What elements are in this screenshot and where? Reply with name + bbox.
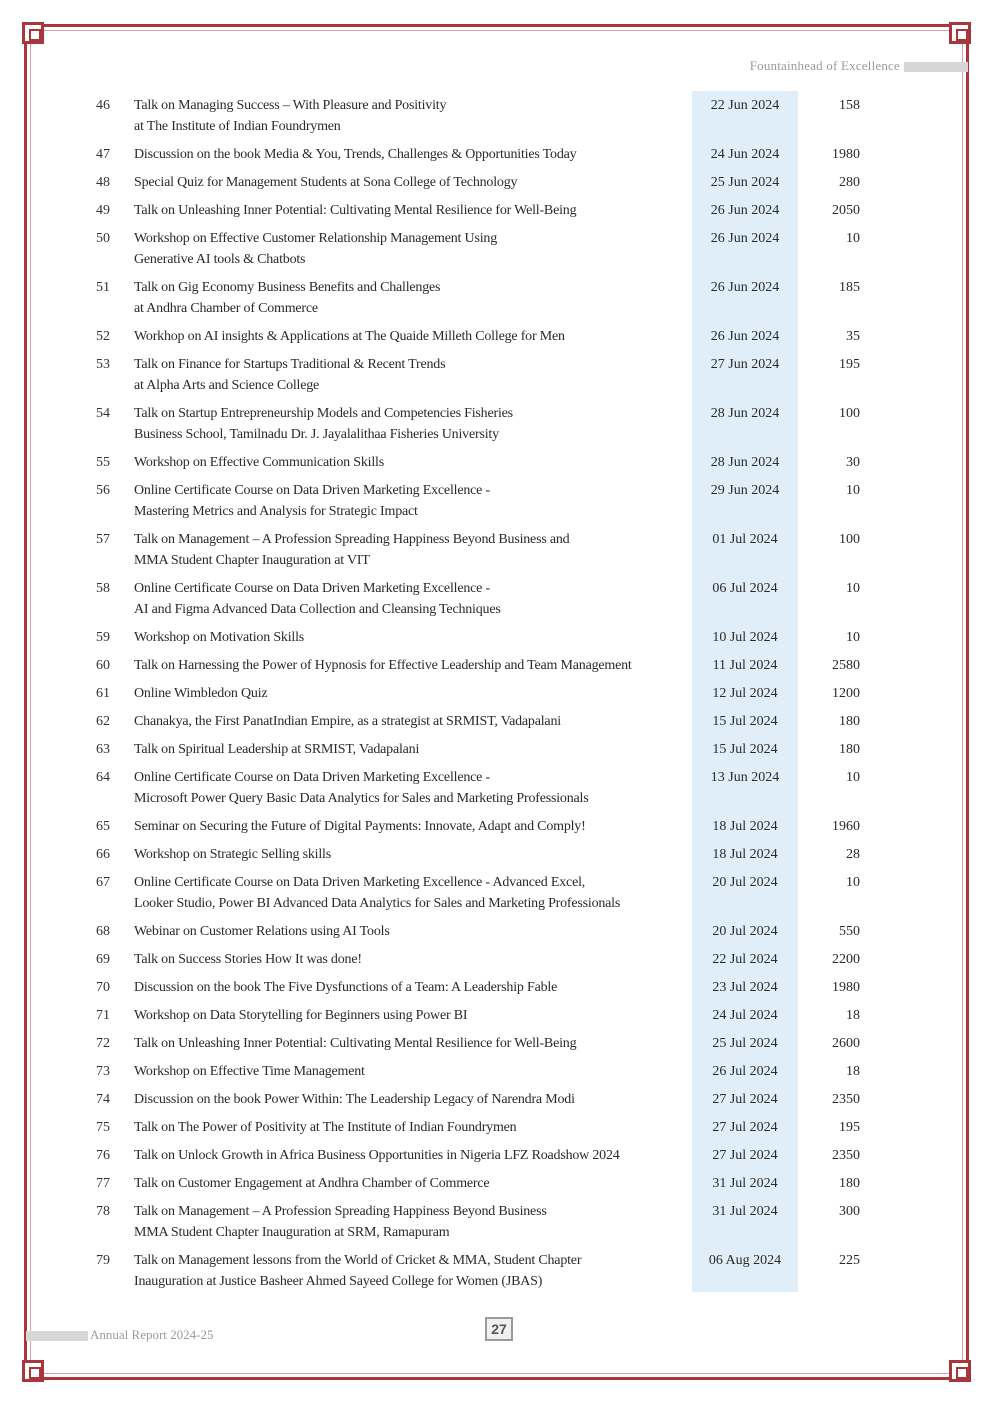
event-title-line: Workhop on AI insights & Applications at The Quaide Milleth College for Men bbox=[134, 329, 565, 344]
event-date: 15 Jul 2024 bbox=[712, 714, 778, 729]
table-row bbox=[0, 679, 993, 707]
event-date: 06 Jul 2024 bbox=[712, 581, 778, 596]
table-row bbox=[0, 322, 993, 350]
row-number: 57 bbox=[96, 532, 110, 547]
event-title bbox=[134, 767, 692, 809]
table-row bbox=[0, 1001, 993, 1029]
event-title-line: Talk on Managing Success – With Pleasure and Positivity bbox=[134, 98, 447, 113]
event-title-line: Talk on Spiritual Leadership at SRMIST, Vadapalani bbox=[134, 742, 420, 757]
event-title bbox=[134, 949, 692, 970]
table-row bbox=[0, 1197, 993, 1246]
event-date: 26 Jun 2024 bbox=[710, 203, 780, 218]
event-date: 15 Jul 2024 bbox=[712, 742, 778, 757]
row-number: 72 bbox=[96, 1036, 110, 1051]
corner-ornament-icon bbox=[949, 1360, 971, 1382]
participant-count: 550 bbox=[839, 924, 860, 939]
participant-count: 2580 bbox=[832, 658, 860, 673]
event-title bbox=[134, 144, 692, 165]
corner-ornament-icon bbox=[949, 22, 971, 44]
event-title-line: at Andhra Chamber of Commerce bbox=[134, 301, 318, 316]
event-title bbox=[134, 228, 692, 270]
participant-count: 30 bbox=[846, 455, 860, 470]
participant-count: 10 bbox=[846, 231, 860, 246]
event-title bbox=[134, 200, 692, 221]
table-row bbox=[0, 476, 993, 525]
row-number: 50 bbox=[96, 231, 110, 246]
event-title-line: Talk on Unleashing Inner Potential: Cultivating Mental Resilience for Well-Being bbox=[134, 203, 577, 218]
table-row bbox=[0, 91, 993, 140]
table-row bbox=[0, 350, 993, 399]
table-row bbox=[0, 196, 993, 224]
row-number: 54 bbox=[96, 406, 110, 421]
event-title-line: Workshop on Strategic Selling skills bbox=[134, 847, 331, 862]
row-number: 67 bbox=[96, 875, 110, 890]
event-title-line: Talk on Startup Entrepreneurship Models and Competencies Fisheries bbox=[134, 406, 513, 421]
row-number: 47 bbox=[96, 147, 110, 162]
row-number: 64 bbox=[96, 770, 110, 785]
event-title bbox=[134, 1250, 692, 1292]
participant-count: 100 bbox=[839, 532, 860, 547]
event-title bbox=[134, 403, 692, 445]
event-date: 27 Jul 2024 bbox=[712, 1120, 778, 1135]
row-number: 63 bbox=[96, 742, 110, 757]
event-title-line: Chanakya, the First PanatIndian Empire, as a strategist at SRMIST, Vadapalani bbox=[134, 714, 561, 729]
participant-count: 300 bbox=[839, 1204, 860, 1219]
participant-count: 10 bbox=[846, 581, 860, 596]
event-date: 25 Jul 2024 bbox=[712, 1036, 778, 1051]
event-date: 27 Jun 2024 bbox=[710, 357, 780, 372]
participant-count: 35 bbox=[846, 329, 860, 344]
table-row bbox=[0, 273, 993, 322]
event-title bbox=[134, 739, 692, 760]
row-number: 77 bbox=[96, 1176, 110, 1191]
row-number: 62 bbox=[96, 714, 110, 729]
participant-count: 10 bbox=[846, 875, 860, 890]
table-row bbox=[0, 574, 993, 623]
event-title-line: Seminar on Securing the Future of Digital Payments: Innovate, Adapt and Comply! bbox=[134, 819, 586, 834]
event-title bbox=[134, 172, 692, 193]
event-date: 26 Jun 2024 bbox=[710, 329, 780, 344]
participant-count: 195 bbox=[839, 1120, 860, 1135]
table-row bbox=[0, 973, 993, 1001]
row-number: 73 bbox=[96, 1064, 110, 1079]
event-title bbox=[134, 1201, 692, 1243]
row-number: 49 bbox=[96, 203, 110, 218]
row-number: 79 bbox=[96, 1253, 110, 1268]
event-title bbox=[134, 529, 692, 571]
table-row bbox=[0, 448, 993, 476]
table-row bbox=[0, 525, 993, 574]
event-date: 10 Jul 2024 bbox=[712, 630, 778, 645]
row-number: 51 bbox=[96, 280, 110, 295]
event-date: 26 Jul 2024 bbox=[712, 1064, 778, 1079]
table-row bbox=[0, 399, 993, 448]
table-row bbox=[0, 812, 993, 840]
event-date: 27 Jul 2024 bbox=[712, 1092, 778, 1107]
event-date: 20 Jul 2024 bbox=[712, 924, 778, 939]
event-date: 13 Jun 2024 bbox=[710, 770, 780, 785]
event-date: 29 Jun 2024 bbox=[710, 483, 780, 498]
corner-ornament-icon bbox=[22, 22, 44, 44]
row-number: 60 bbox=[96, 658, 110, 673]
event-title-line: Inauguration at Justice Basheer Ahmed Sayeed College for Women (JBAS) bbox=[134, 1274, 543, 1289]
event-title bbox=[134, 1033, 692, 1054]
event-title-line: MMA Student Chapter Inauguration at SRM, Ramapuram bbox=[134, 1225, 450, 1240]
event-date: 18 Jul 2024 bbox=[712, 819, 778, 834]
header-bar bbox=[904, 62, 968, 72]
event-date: 24 Jul 2024 bbox=[712, 1008, 778, 1023]
event-title-line: Webinar on Customer Relations using AI Tools bbox=[134, 924, 390, 939]
participant-count: 2200 bbox=[832, 952, 860, 967]
event-title-line: Talk on Management – A Profession Spreading Happiness Beyond Business bbox=[134, 1204, 547, 1219]
participant-count: 18 bbox=[846, 1008, 860, 1023]
table-row bbox=[0, 1085, 993, 1113]
event-title bbox=[134, 326, 692, 347]
event-date: 25 Jun 2024 bbox=[710, 175, 780, 190]
event-title bbox=[134, 1145, 692, 1166]
row-number: 59 bbox=[96, 630, 110, 645]
event-title-line: Talk on Management lessons from the World of Cricket & MMA, Student Chapter bbox=[134, 1253, 582, 1268]
event-date: 11 Jul 2024 bbox=[712, 658, 778, 673]
event-date: 31 Jul 2024 bbox=[712, 1176, 778, 1191]
participant-count: 2050 bbox=[832, 203, 860, 218]
event-title-line: Business School, Tamilnadu Dr. J. Jayalalithaa Fisheries University bbox=[134, 427, 499, 442]
event-date: 27 Jul 2024 bbox=[712, 1148, 778, 1163]
event-date: 20 Jul 2024 bbox=[712, 875, 778, 890]
row-number: 61 bbox=[96, 686, 110, 701]
row-number: 56 bbox=[96, 483, 110, 498]
event-title bbox=[134, 1061, 692, 1082]
event-title-line: Talk on Customer Engagement at Andhra Chamber of Commerce bbox=[134, 1176, 490, 1191]
participant-count: 195 bbox=[839, 357, 860, 372]
participant-count: 18 bbox=[846, 1064, 860, 1079]
row-number: 76 bbox=[96, 1148, 110, 1163]
row-number: 66 bbox=[96, 847, 110, 862]
table-row bbox=[0, 168, 993, 196]
table-row bbox=[0, 1113, 993, 1141]
event-title-line: Online Certificate Course on Data Driven Marketing Excellence - bbox=[134, 770, 490, 785]
row-number: 71 bbox=[96, 1008, 110, 1023]
table-row bbox=[0, 707, 993, 735]
participant-count: 10 bbox=[846, 483, 860, 498]
table-row bbox=[0, 735, 993, 763]
event-date: 06 Aug 2024 bbox=[708, 1253, 782, 1268]
event-title bbox=[134, 872, 692, 914]
participant-count: 1980 bbox=[832, 147, 860, 162]
footer-report-title: Annual Report 2024-25 bbox=[90, 1327, 214, 1342]
event-title bbox=[134, 683, 692, 704]
event-date: 23 Jul 2024 bbox=[712, 980, 778, 995]
event-title bbox=[134, 277, 692, 319]
event-date: 22 Jun 2024 bbox=[710, 98, 780, 113]
table-row bbox=[0, 1029, 993, 1057]
event-title bbox=[134, 578, 692, 620]
event-title bbox=[134, 711, 692, 732]
header-title: Fountainhead of Excellence bbox=[749, 58, 900, 73]
event-title bbox=[134, 921, 692, 942]
footer-bar bbox=[26, 1331, 88, 1341]
event-title bbox=[134, 655, 692, 676]
row-number: 75 bbox=[96, 1120, 110, 1135]
event-title-line: Talk on Unleashing Inner Potential: Cultivating Mental Resilience for Well-Being bbox=[134, 1036, 577, 1051]
event-date: 31 Jul 2024 bbox=[712, 1204, 778, 1219]
event-title-line: Online Certificate Course on Data Driven Marketing Excellence - Advanced Excel, bbox=[134, 875, 586, 890]
event-date: 28 Jun 2024 bbox=[710, 406, 780, 421]
event-title bbox=[134, 1117, 692, 1138]
event-title-line: Special Quiz for Management Students at Sona College of Technology bbox=[134, 175, 518, 190]
event-title bbox=[134, 977, 692, 998]
event-title-line: Talk on The Power of Positivity at The Institute of Indian Foundrymen bbox=[134, 1120, 517, 1135]
corner-ornament-icon bbox=[22, 1360, 44, 1382]
event-title-line: Talk on Finance for Startups Traditional & Recent Trends bbox=[134, 357, 446, 372]
participant-count: 28 bbox=[846, 847, 860, 862]
event-date: 26 Jun 2024 bbox=[710, 280, 780, 295]
table-row bbox=[0, 224, 993, 273]
event-date: 12 Jul 2024 bbox=[712, 686, 778, 701]
event-title bbox=[134, 354, 692, 396]
event-title-line: Talk on Harnessing the Power of Hypnosis for Effective Leadership and Team Management bbox=[134, 658, 632, 673]
table-row bbox=[0, 945, 993, 973]
row-number: 69 bbox=[96, 952, 110, 967]
row-number: 55 bbox=[96, 455, 110, 470]
table-row bbox=[0, 1169, 993, 1197]
participant-count: 2350 bbox=[832, 1092, 860, 1107]
event-title-line: Discussion on the book Power Within: The Leadership Legacy of Narendra Modi bbox=[134, 1092, 575, 1107]
event-title bbox=[134, 95, 692, 137]
event-title-line: Mastering Metrics and Analysis for Strategic Impact bbox=[134, 504, 418, 519]
event-title-line: Online Certificate Course on Data Driven Marketing Excellence - bbox=[134, 581, 490, 596]
event-title-line: Looker Studio, Power BI Advanced Data Analytics for Sales and Marketing Professionals bbox=[134, 896, 621, 911]
table-row bbox=[0, 1057, 993, 1085]
event-date: 01 Jul 2024 bbox=[712, 532, 778, 547]
event-title-line: Discussion on the book Media & You, Trends, Challenges & Opportunities Today bbox=[134, 147, 577, 162]
event-date: 26 Jun 2024 bbox=[710, 231, 780, 246]
event-title-line: Talk on Gig Economy Business Benefits and Challenges bbox=[134, 280, 441, 295]
event-date: 22 Jul 2024 bbox=[712, 952, 778, 967]
event-title bbox=[134, 1089, 692, 1110]
event-title bbox=[134, 452, 692, 473]
participant-count: 2600 bbox=[832, 1036, 860, 1051]
table-row bbox=[0, 1141, 993, 1169]
row-number: 46 bbox=[96, 98, 110, 113]
page-number: 27 bbox=[485, 1317, 513, 1341]
event-title-line: Talk on Success Stories How It was done! bbox=[134, 952, 362, 967]
event-title bbox=[134, 627, 692, 648]
event-title-line: Workshop on Effective Communication Skills bbox=[134, 455, 384, 470]
event-date: 24 Jun 2024 bbox=[710, 147, 780, 162]
event-title-line: Workshop on Effective Customer Relationship Management Using bbox=[134, 231, 497, 246]
event-title-line: Workshop on Data Storytelling for Beginners using Power BI bbox=[134, 1008, 468, 1023]
participant-count: 10 bbox=[846, 630, 860, 645]
event-title-line: Microsoft Power Query Basic Data Analytics for Sales and Marketing Professionals bbox=[134, 791, 589, 806]
row-number: 52 bbox=[96, 329, 110, 344]
event-title-line: at Alpha Arts and Science College bbox=[134, 378, 320, 393]
table-row bbox=[0, 868, 993, 917]
event-title-line: Talk on Management – A Profession Spreading Happiness Beyond Business and bbox=[134, 532, 570, 547]
participant-count: 185 bbox=[839, 280, 860, 295]
participant-count: 225 bbox=[839, 1253, 860, 1268]
row-number: 48 bbox=[96, 175, 110, 190]
event-title bbox=[134, 480, 692, 522]
event-title-line: at The Institute of Indian Foundrymen bbox=[134, 119, 341, 134]
event-title-line: Online Wimbledon Quiz bbox=[134, 686, 268, 701]
participant-count: 1200 bbox=[832, 686, 860, 701]
table-row bbox=[0, 840, 993, 868]
event-title bbox=[134, 1005, 692, 1026]
event-title-line: AI and Figma Advanced Data Collection and Cleansing Techniques bbox=[134, 602, 501, 617]
participant-count: 100 bbox=[839, 406, 860, 421]
event-title bbox=[134, 844, 692, 865]
event-title-line: Discussion on the book The Five Dysfunctions of a Team: A Leadership Fable bbox=[134, 980, 558, 995]
event-title-line: Online Certificate Course on Data Driven Marketing Excellence - bbox=[134, 483, 490, 498]
event-title-line: MMA Student Chapter Inauguration at VIT bbox=[134, 553, 370, 568]
row-number: 74 bbox=[96, 1092, 110, 1107]
row-number: 53 bbox=[96, 357, 110, 372]
participant-count: 158 bbox=[839, 98, 860, 113]
row-number: 78 bbox=[96, 1204, 110, 1219]
table-row bbox=[0, 651, 993, 679]
participant-count: 1960 bbox=[832, 819, 860, 834]
event-title bbox=[134, 816, 692, 837]
event-title-line: Talk on Unlock Growth in Africa Business Opportunities in Nigeria LFZ Roadshow 2024 bbox=[134, 1148, 620, 1163]
participant-count: 180 bbox=[839, 742, 860, 757]
table-row bbox=[0, 140, 993, 168]
event-title-line: Generative AI tools & Chatbots bbox=[134, 252, 306, 267]
participant-count: 280 bbox=[839, 175, 860, 190]
event-title-line: Workshop on Motivation Skills bbox=[134, 630, 305, 645]
row-number: 68 bbox=[96, 924, 110, 939]
participant-count: 180 bbox=[839, 1176, 860, 1191]
table-row bbox=[0, 1246, 993, 1295]
participant-count: 2350 bbox=[832, 1148, 860, 1163]
table-row bbox=[0, 623, 993, 651]
event-title-line: Workshop on Effective Time Management bbox=[134, 1064, 365, 1079]
event-title bbox=[134, 1173, 692, 1194]
activity-table bbox=[0, 91, 993, 1295]
row-number: 70 bbox=[96, 980, 110, 995]
participant-count: 1980 bbox=[832, 980, 860, 995]
row-number: 65 bbox=[96, 819, 110, 834]
participant-count: 180 bbox=[839, 714, 860, 729]
row-number: 58 bbox=[96, 581, 110, 596]
event-date: 18 Jul 2024 bbox=[712, 847, 778, 862]
table-row bbox=[0, 763, 993, 812]
table-row bbox=[0, 917, 993, 945]
participant-count: 10 bbox=[846, 770, 860, 785]
event-date: 28 Jun 2024 bbox=[710, 455, 780, 470]
